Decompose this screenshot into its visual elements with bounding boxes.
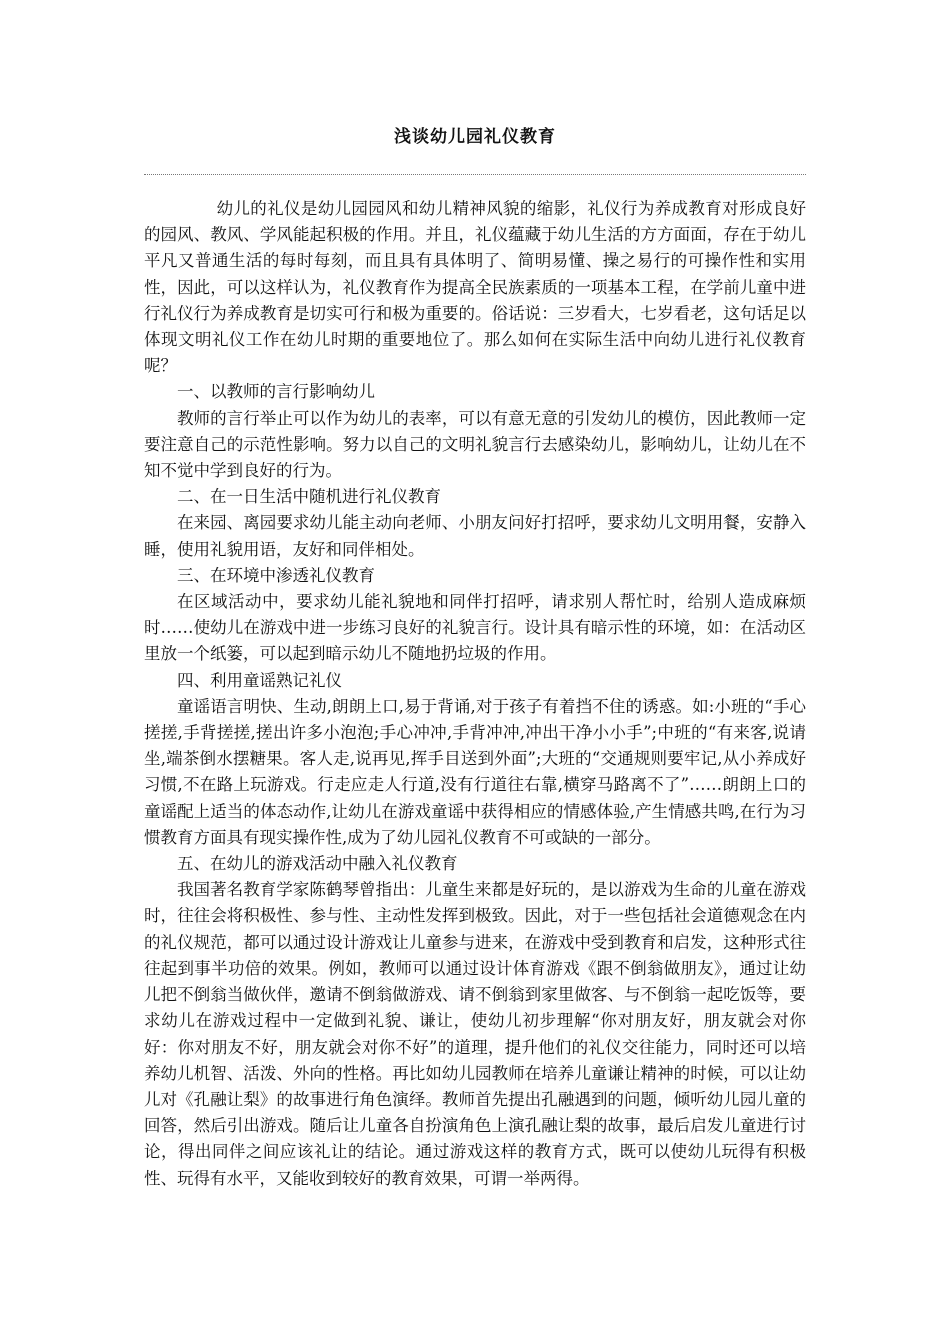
section-paragraph-1: 教师的言行举止可以作为幼儿的表率，可以有意无意的引发幼儿的模仿，因此教师一定要注意自己的示范性影响。努力以自己的文明礼貌言行去感染幼儿，影响幼儿，让幼儿在不知不觉中学到良好的行为。 [144, 408, 806, 481]
section-heading-2: 二、在一日生活中随机进行礼仪教育 [177, 487, 441, 507]
section-paragraph-4: 童谣语言明快、生动,朗朗上口,易于背诵,对于孩子有着挡不住的诱惑。如:小班的“手心搓搓,手背搓搓,搓出许多小泡泡;手心冲冲,手背冲冲,冲出干净小小手”;中班的“有来客,说请坐,端茶倒水摆糖果。客人走,说再见,挥手目送到外面”;大班的“交通规则要牢记,从小养成好习惯,不在路上玩游戏。行走应走人行道,没有行道往右靠,横穿马路离不了”……朗朗上口的童谣配上适当的体态动作,让幼儿在游戏童谣中获得相应的情感体验,产生情感共鸣,在行为习惯教育方面具有现实操作性,成为了幼儿园礼仪教育不可或缺的一部分。 [144, 696, 806, 847]
section-heading-5: 五、在幼儿的游戏活动中融入礼仪教育 [177, 854, 458, 874]
section-heading-3: 三、在环境中渗透礼仪教育 [177, 565, 375, 585]
title-divider [144, 174, 806, 175]
section-heading-4: 四、利用童谣熟记礼仪 [177, 670, 342, 690]
section-heading-1: 一、以教师的言行影响幼儿 [177, 382, 375, 402]
document-title: 浅谈幼儿园礼仪教育 [394, 127, 556, 147]
section-paragraph-2: 在来园、离园要求幼儿能主动向老师、小朋友问好打招呼，要求幼儿文明用餐，安静入睡，使用礼貌用语，友好和同伴相处。 [144, 513, 806, 559]
document-body [144, 196, 806, 1192]
intro-paragraph: 幼儿的礼仪是幼儿园园风和幼儿精神风貌的缩影，礼仪行为养成教育对形成良好的园风、教风、学风能起积极的作用。并且，礼仪蕴藏于幼儿生活的方方面面，存在于幼儿平凡又普通生活的每时每刻，而且具有具体明了、简明易懂、操之易行的可操作性和实用性，因此，可以这样认为，礼仪教育作为提高全民族素质的一项基本工程，在学前儿童中进行礼仪行为养成教育是切实可行和极为重要的。俗话说：三岁看大，七岁看老，这句话足以体现文明礼仪工作在幼儿时期的重要地位了。那么如何在实际生活中向幼儿进行礼仪教育呢？ [144, 199, 806, 376]
section-paragraph-3: 在区域活动中，要求幼儿能礼貌地和同伴打招呼，请求别人帮忙时，给别人造成麻烦时……使幼儿在游戏中进一步练习良好的礼貌言行。设计具有暗示性的环境，如：在活动区里放一个纸篓，可以起到暗示幼儿不随地扔垃圾的作用。 [144, 592, 806, 664]
section-paragraph-5: 我国著名教育学家陈鹤琴曾指出：儿童生来都是好玩的，是以游戏为生命的儿童在游戏时，往往会将积极性、参与性、主动性发挥到极致。因此，对于一些包括社会道德观念在内的礼仪规范，都可以通过设计游戏让儿童参与进来，在游戏中受到教育和启发，这种形式往往起到事半功倍的效果。例如，教师可以通过设计体育游戏《跟不倒翁做朋友》，通过让幼儿把不倒翁当做伙伴，邀请不倒翁做游戏、请不倒翁到家里做客、与不倒翁一起吃饭等，要求幼儿在游戏过程中一定做到礼貌、谦让，使幼儿初步理解“你对朋友好，朋友就会对你好：你对朋友不好，朋友就会对你不好”的道理，提升他们的礼仪交往能力，同时还可以培养幼儿机智、活泼、外向的性格。再比如幼儿园教师在培养儿童谦让精神的时候，可以让幼儿对《孔融让梨》的故事进行角色演绎。教师首先提出孔融遇到的问题，倾听幼儿园儿童的回答，然后引出游戏。随后让儿童各自扮演角色上演孔融让梨的故事，最后启发儿童进行讨论，得出同伴之间应该礼让的结论。通过游戏这样的教育方式，既可以使幼儿玩得有积极性、玩得有水平，又能收到较好的教育效果，可谓一举两得。 [144, 880, 806, 1188]
